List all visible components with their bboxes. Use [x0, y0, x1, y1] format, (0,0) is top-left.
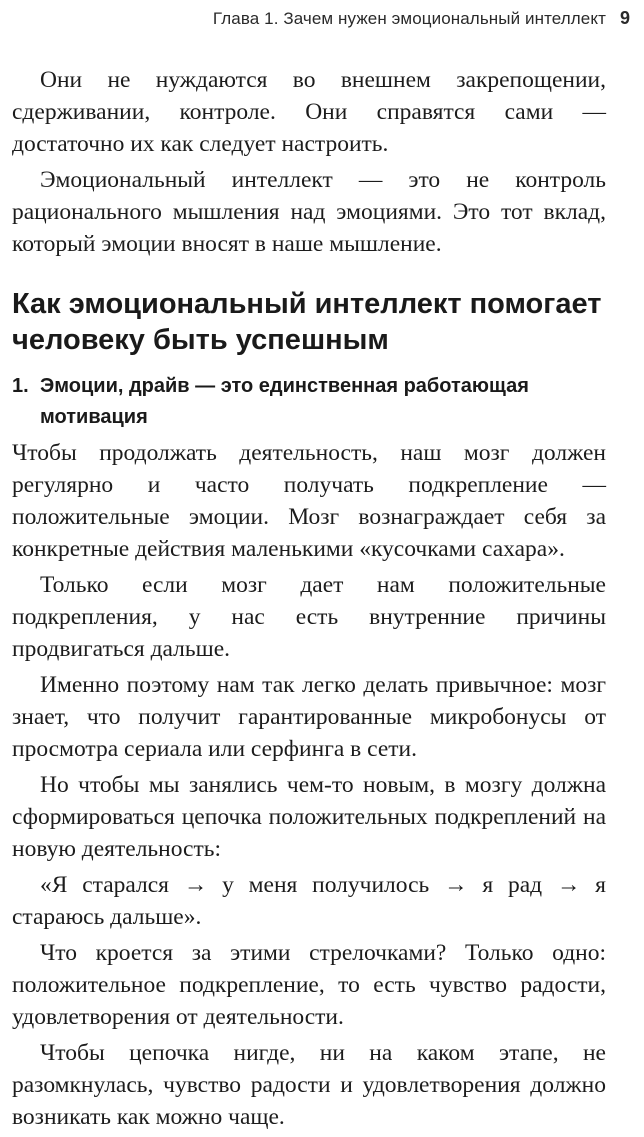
subsection-title: Эмоции, драйв — это единственная работающая мотивация	[40, 375, 529, 428]
paragraph: Чтобы продолжать деятельность, наш мозг должен регулярно и часто получать подкрепление — положительные эмоции. Мозг вознаграждает себя за конкретные действия маленькими «кусочками сахара».	[12, 440, 606, 562]
paragraph: Что кроется за этими стрелочками? Только одно: положительное подкрепление, то есть чувство радости, удовлетворения от деятельности.	[12, 940, 606, 1030]
main-text-block	[12, 437, 606, 1137]
running-header	[213, 8, 630, 29]
paragraph: Они не нуждаются во внешнем закрепощении, сдерживании, контроле. Они справятся сами — достаточно их как следует настроить.	[12, 67, 606, 157]
section-heading: Как эмоциональный интеллект помогает человеку быть успешным	[12, 288, 602, 356]
subsection-heading	[12, 371, 612, 433]
subsection-number: 1.	[12, 375, 29, 397]
paragraph: Именно поэтому нам так легко делать привычное: мозг знает, что получит гарантированные микробонусы от просмотра сериала или серфинга в сети.	[12, 672, 606, 762]
paragraph: Эмоциональный интеллект — это не контроль рационального мышления над эмоциями. Это тот вклад, который эмоции вносят в наше мышление.	[12, 167, 606, 257]
paragraph: Но чтобы мы занялись чем-то новым, в мозгу должна сформироваться цепочка положительных подкреплений на новую деятельность:	[12, 772, 606, 862]
paragraph: Чтобы цепочка нигде, ни на каком этапе, не разомкнулась, чувство радости и удовлетворения должно возникать как можно чаще.	[12, 1040, 606, 1130]
chapter-title: Глава 1. Зачем нужен эмоциональный интеллект	[212, 9, 606, 28]
quote-paragraph: «Я старался → у меня получилось → я рад → я стараюсь дальше».	[12, 872, 606, 930]
intro-text-block	[12, 64, 606, 264]
page-number: 9	[619, 8, 630, 28]
paragraph: Только если мозг дает нам положительные подкрепления, у нас есть внутренние причины продвигаться дальше.	[12, 572, 606, 662]
